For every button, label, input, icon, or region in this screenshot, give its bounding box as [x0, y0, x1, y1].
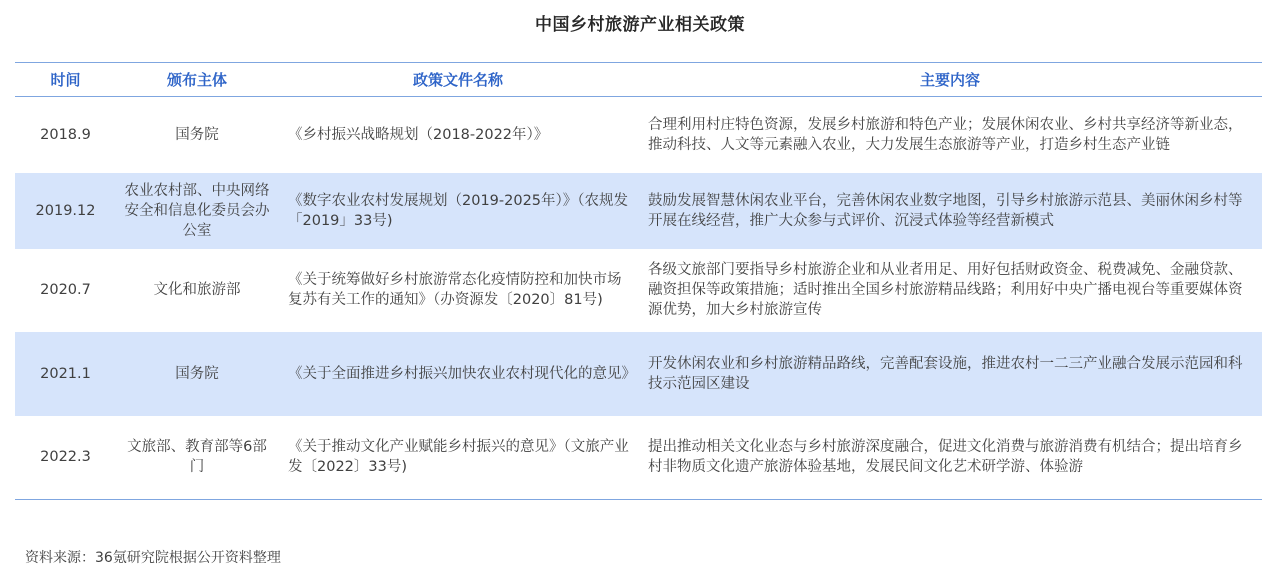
table-header-row [15, 63, 1262, 97]
cell-document: 《乡村振兴战略规划（2018-2022年）》 [288, 126, 549, 143]
cell-date: 2022.3 [40, 449, 91, 466]
cell-issuer: 文旅部、教育部等6部门 [127, 439, 267, 476]
cell-issuer: 国务院 [175, 126, 219, 143]
column-header-document: 政策文件名称 [412, 71, 503, 89]
cell-content: 各级文旅部门要指导乡村旅游企业和从业者用足、用好包括财政资金、税费减免、金融贷款、融资担保等政策措施；适时推出全国乡村旅游精品线路；利用好中央广播电视台等重要媒体资源优势，加大乡村旅游宣传 [648, 262, 1243, 318]
cell-document: 《关于全面推进乡村振兴加快农业农村现代化的意见》 [288, 365, 636, 382]
table-row [15, 173, 1262, 249]
cell-content: 提出推动相关文化业态与乡村旅游深度融合，促进文化消费与旅游消费有机结合；提出培育乡村非物质文化遗产旅游体验基地，发展民间文化艺术研学游、体验游 [648, 439, 1243, 476]
source-note: 资料来源：36氪研究院根据公开资料整理 [25, 550, 281, 566]
page-title: 中国乡村旅游产业相关政策 [535, 15, 745, 35]
cell-document: 《关于推动文化产业赋能乡村振兴的意见》（文旅产业发〔2022〕33号) [288, 439, 629, 476]
table-row [15, 97, 1262, 173]
cell-date: 2018.9 [40, 126, 91, 143]
cell-content: 合理利用村庄特色资源，发展乡村旅游和特色产业；发展休闲农业、乡村共享经济等新业态，推动科技、人文等元素融入农业，大力发展生态旅游等产业，打造乡村生态产业链 [648, 116, 1243, 153]
cell-content: 鼓励发展智慧休闲农业平台，完善休闲农业数字地图，引导乡村旅游示范县、美丽休闲乡村等开展在线经营，推广大众参与式评价、沉浸式体验等经营新模式 [648, 192, 1243, 229]
cell-document: 《关于统筹做好乡村旅游常态化疫情防控和加快市场复苏有关工作的通知》（办资源发〔2020〕81号) [288, 272, 622, 308]
cell-issuer: 国务院 [175, 365, 219, 382]
table-row [15, 332, 1262, 416]
column-header-content: 主要内容 [919, 71, 980, 89]
policy-table [15, 62, 1262, 500]
table-row [15, 249, 1262, 332]
cell-document: 《数字农业农村发展规划（2019-2025年）》（农规发「2019」33号) [288, 192, 629, 229]
cell-issuer: 文化和旅游部 [153, 282, 241, 298]
cell-date: 2021.1 [40, 365, 91, 382]
cell-issuer: 农业农村部、中央网络安全和信息化委员会办公室 [124, 182, 270, 239]
cell-date: 2019.12 [35, 202, 96, 219]
table-row [15, 416, 1262, 500]
cell-content: 开发休闲农业和乡村旅游精品路线，完善配套设施，推进农村一二三产业融合发展示范园和科技示范园区建设 [648, 355, 1243, 392]
cell-date: 2020.7 [40, 282, 91, 298]
column-header-issuer: 颁布主体 [166, 71, 227, 89]
column-header-date: 时间 [50, 71, 81, 89]
